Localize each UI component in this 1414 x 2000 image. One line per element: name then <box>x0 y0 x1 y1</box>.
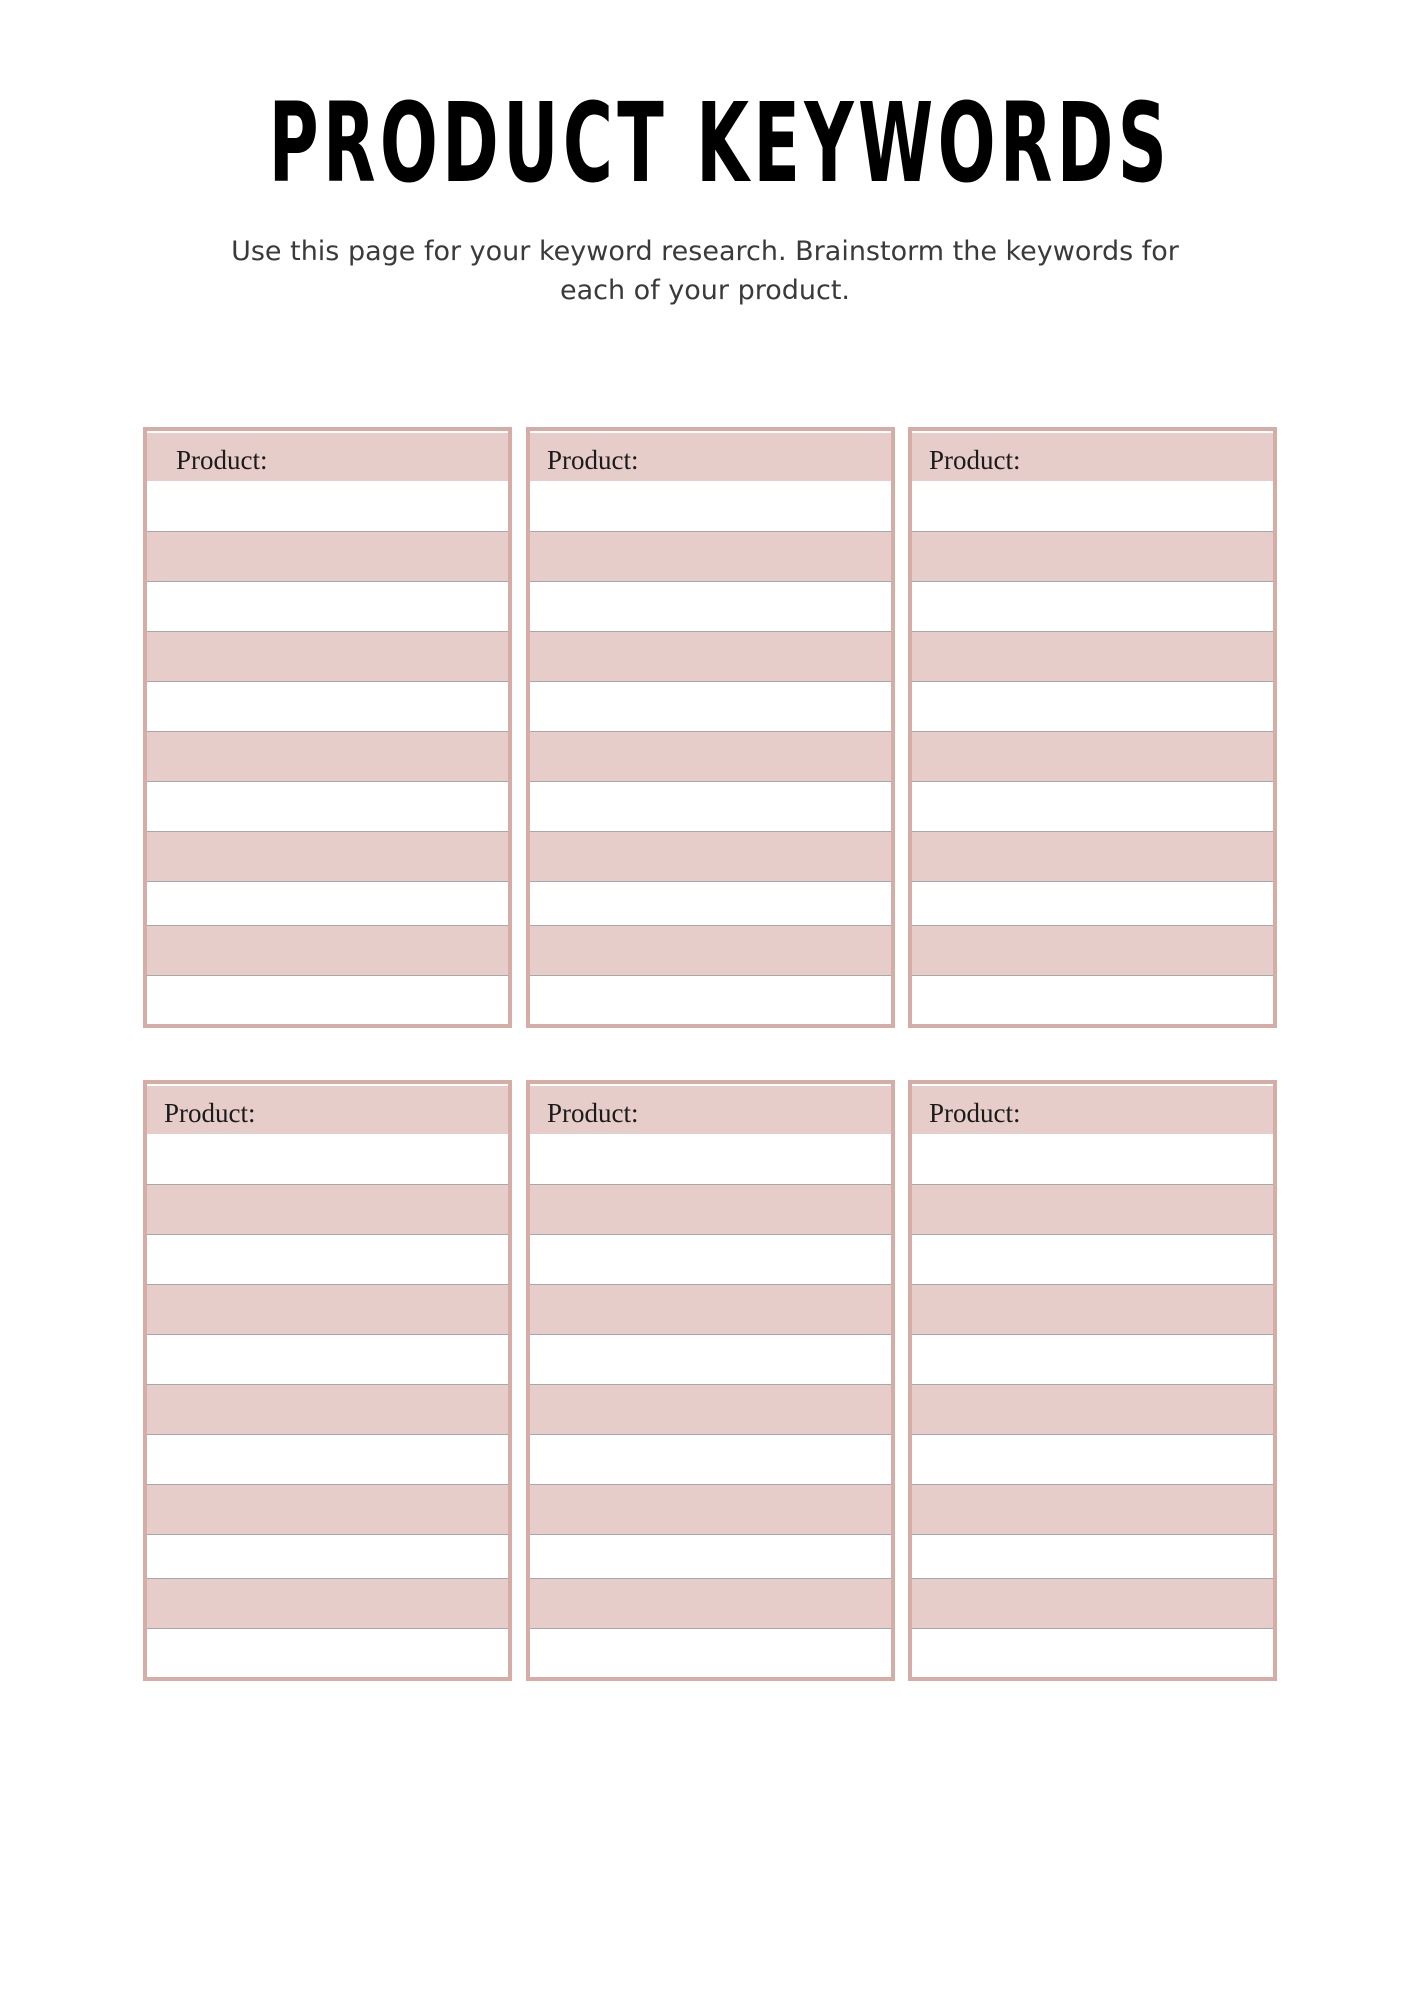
keyword-row[interactable] <box>530 1434 891 1484</box>
keyword-row[interactable] <box>912 1628 1273 1677</box>
product-keyword-card <box>908 1080 1277 1681</box>
keyword-row[interactable] <box>912 925 1273 975</box>
page-title: PRODUCT KEYWORDS <box>268 79 1172 207</box>
product-label: Product: <box>164 1098 256 1128</box>
keyword-row[interactable] <box>147 1184 508 1234</box>
keyword-row[interactable] <box>912 481 1273 531</box>
keyword-row[interactable] <box>912 975 1273 1024</box>
keyword-row[interactable] <box>912 781 1273 831</box>
product-keyword-card <box>526 1080 895 1681</box>
keyword-row[interactable] <box>147 531 508 581</box>
keyword-row[interactable] <box>147 1534 508 1578</box>
product-label: Product: <box>929 1098 1021 1128</box>
keyword-row[interactable] <box>147 1134 508 1184</box>
keyword-row[interactable] <box>147 581 508 631</box>
keyword-row[interactable] <box>147 781 508 831</box>
keyword-row[interactable] <box>530 681 891 731</box>
keyword-row[interactable] <box>147 1434 508 1484</box>
keyword-row[interactable] <box>530 1578 891 1628</box>
product-label: Product: <box>176 445 268 475</box>
keyword-row[interactable] <box>147 1234 508 1284</box>
keyword-row[interactable] <box>530 881 891 925</box>
keyword-row[interactable] <box>530 1534 891 1578</box>
keyword-row[interactable] <box>147 1334 508 1384</box>
keyword-row[interactable] <box>912 1484 1273 1534</box>
keyword-row[interactable] <box>147 1384 508 1434</box>
keyword-row[interactable] <box>912 581 1273 631</box>
card-header <box>530 433 891 481</box>
keyword-row[interactable] <box>912 631 1273 681</box>
keyword-row[interactable] <box>530 1628 891 1677</box>
product-label: Product: <box>547 445 639 475</box>
keyword-row[interactable] <box>147 881 508 925</box>
keyword-row[interactable] <box>912 1134 1273 1184</box>
keyword-row[interactable] <box>530 1184 891 1234</box>
card-header <box>530 1086 891 1134</box>
keyword-row[interactable] <box>530 531 891 581</box>
keyword-row[interactable] <box>912 881 1273 925</box>
keyword-row[interactable] <box>530 781 891 831</box>
page-instructions: Use this page for your keyword research. Brainstorm the keywords for each of your product. <box>231 236 1179 306</box>
keyword-row[interactable] <box>912 531 1273 581</box>
keyword-row[interactable] <box>530 631 891 681</box>
keyword-row[interactable] <box>530 1284 891 1334</box>
product-keyword-card <box>526 427 895 1028</box>
keyword-row[interactable] <box>147 1628 508 1677</box>
keyword-row[interactable] <box>147 975 508 1024</box>
product-label: Product: <box>547 1098 639 1128</box>
keyword-row[interactable] <box>912 1234 1273 1284</box>
keyword-row[interactable] <box>912 1284 1273 1334</box>
keyword-row[interactable] <box>912 1434 1273 1484</box>
keyword-row[interactable] <box>530 975 891 1024</box>
keyword-row[interactable] <box>147 925 508 975</box>
keyword-row[interactable] <box>530 731 891 781</box>
keyword-row[interactable] <box>530 1234 891 1284</box>
card-header <box>147 1086 508 1134</box>
keyword-row[interactable] <box>912 1384 1273 1434</box>
product-keyword-card <box>143 1080 512 1681</box>
product-keyword-card <box>908 427 1277 1028</box>
keyword-row[interactable] <box>147 681 508 731</box>
keyword-row[interactable] <box>530 481 891 531</box>
keyword-row[interactable] <box>912 1578 1273 1628</box>
keyword-row[interactable] <box>912 1184 1273 1234</box>
keyword-row[interactable] <box>147 481 508 531</box>
keyword-row[interactable] <box>147 1284 508 1334</box>
keyword-row[interactable] <box>530 1334 891 1384</box>
product-label: Product: <box>929 445 1021 475</box>
keyword-row[interactable] <box>530 1134 891 1184</box>
keyword-row[interactable] <box>912 1334 1273 1384</box>
card-header <box>912 433 1273 481</box>
keyword-row[interactable] <box>912 731 1273 781</box>
keyword-row[interactable] <box>912 681 1273 731</box>
keyword-row[interactable] <box>530 831 891 881</box>
product-keyword-card <box>143 427 512 1028</box>
keyword-row[interactable] <box>530 1484 891 1534</box>
keyword-row[interactable] <box>147 1484 508 1534</box>
card-header <box>912 1086 1273 1134</box>
keyword-row[interactable] <box>147 1578 508 1628</box>
keyword-row[interactable] <box>912 831 1273 881</box>
keyword-row[interactable] <box>530 925 891 975</box>
keyword-row[interactable] <box>530 1384 891 1434</box>
keyword-row[interactable] <box>147 731 508 781</box>
keyword-row[interactable] <box>912 1534 1273 1578</box>
card-header <box>147 433 508 481</box>
keyword-row[interactable] <box>147 831 508 881</box>
keyword-row[interactable] <box>147 631 508 681</box>
keyword-row[interactable] <box>530 581 891 631</box>
